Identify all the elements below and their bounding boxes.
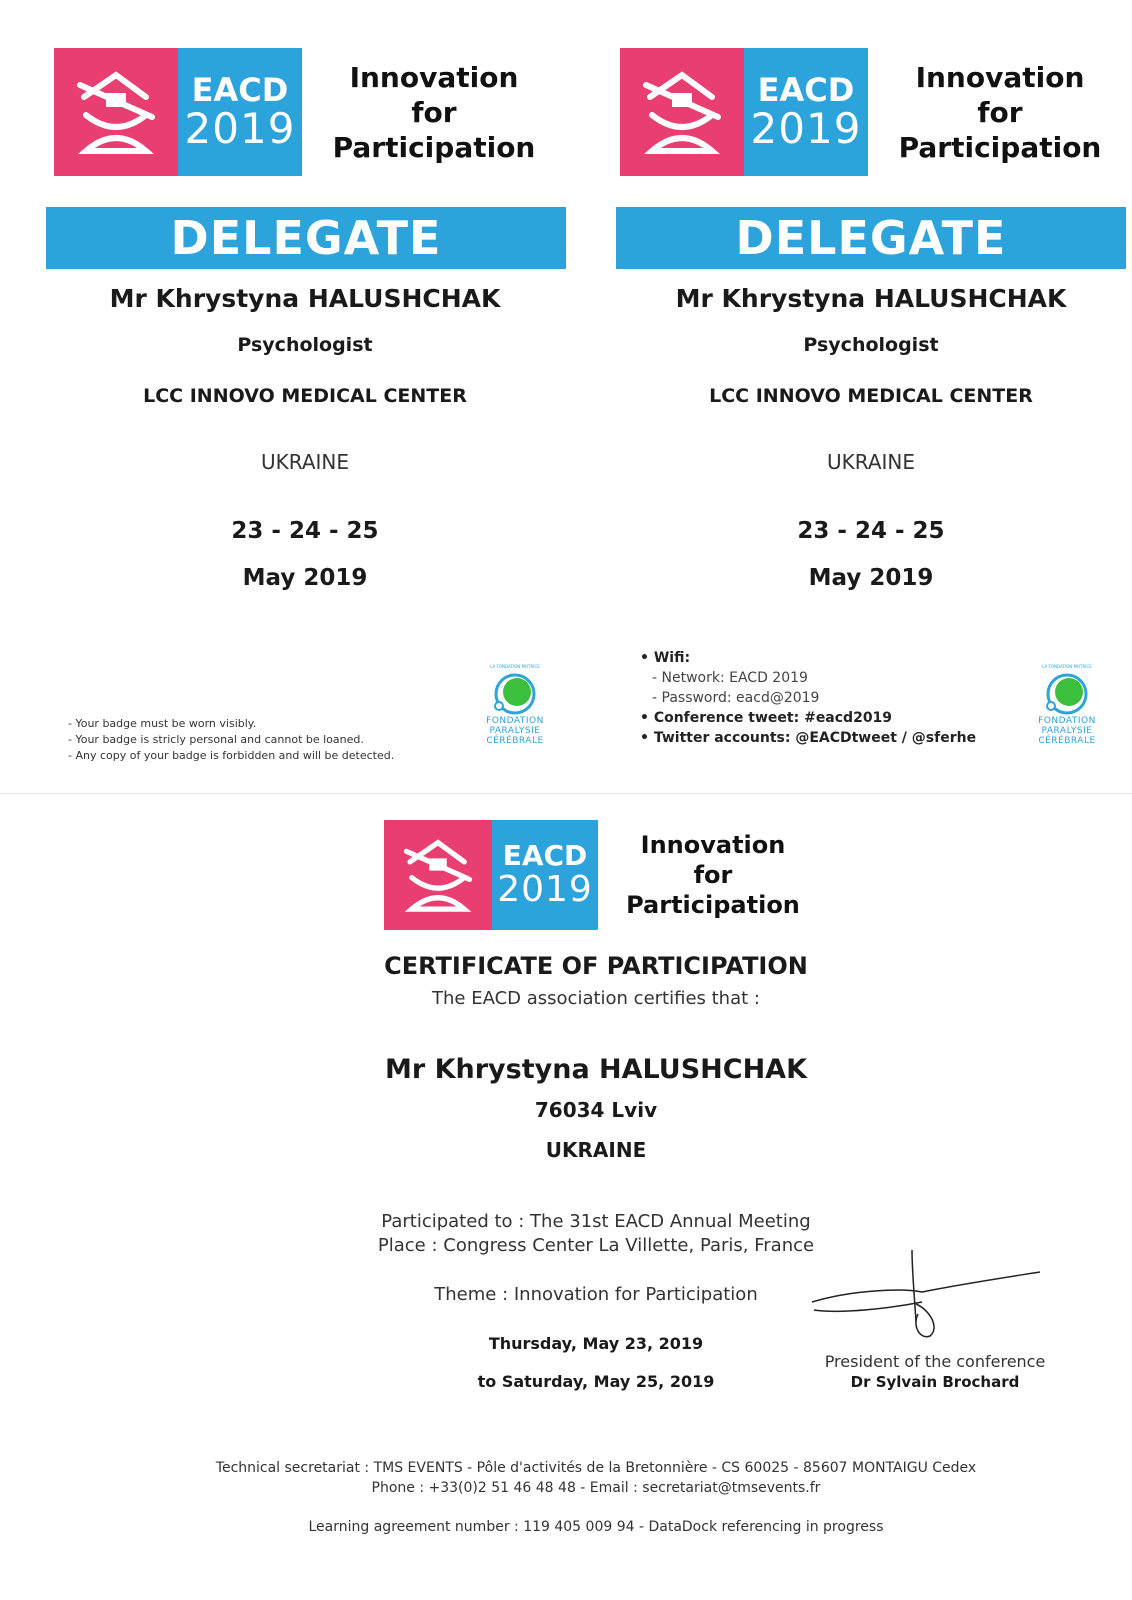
date-to: to Saturday, May 25, 2019 bbox=[477, 1372, 715, 1391]
footer-contact: Phone : +33(0)2 51 46 48 48 - Email : secretariat@tmsevents.fr bbox=[371, 1480, 821, 1496]
logo-slogan bbox=[314, 60, 554, 165]
delegate-name: Mr Khrystyna HALUSHCHAK bbox=[675, 284, 1067, 313]
logo-slogan bbox=[608, 830, 818, 920]
president-signature bbox=[812, 1250, 1052, 1340]
logo-acronym: EACD bbox=[757, 71, 855, 109]
badge-rule: - Any copy of your badge is forbidden and will be detected. bbox=[68, 749, 395, 762]
cut-line bbox=[0, 793, 1132, 794]
president-name: Dr Sylvain Brochard bbox=[850, 1373, 1020, 1391]
certificate-title: CERTIFICATE OF PARTICIPATION bbox=[384, 952, 808, 980]
event-theme: Theme : Innovation for Participation bbox=[434, 1284, 758, 1305]
slogan-line-1: Innovation bbox=[915, 60, 1085, 94]
footer-learning-agreement: Learning agreement number : 119 405 009 94 - DataDock referencing in progress bbox=[308, 1519, 884, 1535]
president-role: President of the conference bbox=[824, 1352, 1046, 1371]
wifi-password: - Password: eacd@2019 bbox=[652, 690, 820, 706]
eacd-emblem-icon bbox=[620, 48, 744, 176]
delegate-job: Psychologist bbox=[237, 334, 373, 356]
slogan-line-2: for Participation bbox=[332, 95, 536, 164]
slogan-line-2: for Participation bbox=[898, 95, 1102, 164]
slogan-line-2: for Participation bbox=[626, 861, 800, 919]
logo-year: 2019 bbox=[497, 869, 593, 910]
foundation-tagline: LA FONDATION MOTRICE bbox=[1042, 664, 1092, 669]
foundation-line-3: CÉRÉBRALE bbox=[1038, 736, 1096, 746]
foundation-circle-icon bbox=[1041, 672, 1093, 716]
conference-tweet: • Conference tweet: #eacd2019 bbox=[640, 710, 893, 726]
president-block bbox=[790, 1352, 1080, 1391]
participant-name: Mr Khrystyna HALUSHCHAK bbox=[385, 1054, 807, 1085]
delegate-organization: LCC INNOVO MEDICAL CENTER bbox=[143, 385, 467, 407]
delegate-country: UKRAINE bbox=[260, 450, 350, 474]
wifi-network: - Network: EACD 2019 bbox=[652, 670, 808, 686]
badge-rule: - Your badge is stricly personal and cannot be loaned. bbox=[68, 733, 364, 746]
foundation-line-3: CÉRÉBRALE bbox=[486, 736, 544, 746]
slogan-line-1: Innovation bbox=[640, 831, 786, 859]
participant-city: 76034 Lviv bbox=[534, 1098, 658, 1122]
badge-rule: - Your badge must be worn visibly. bbox=[68, 717, 257, 730]
delegate-banner: DELEGATE bbox=[616, 207, 1126, 269]
delegate-banner: DELEGATE bbox=[46, 207, 566, 269]
eacd-logo bbox=[54, 48, 554, 176]
eacd-emblem-icon bbox=[54, 48, 178, 176]
delegate-country: UKRAINE bbox=[826, 450, 916, 474]
badge-rules bbox=[68, 716, 394, 764]
eacd-logo bbox=[384, 820, 818, 930]
foundation-line-2: PARALYSIE bbox=[1041, 726, 1093, 736]
foundation-logo bbox=[484, 664, 546, 746]
foundation-line-1: FONDATION bbox=[1038, 716, 1096, 726]
delegate-badge-left bbox=[0, 0, 566, 800]
logo-year: 2019 bbox=[184, 104, 296, 153]
date-from: Thursday, May 23, 2019 bbox=[488, 1334, 704, 1353]
certificate-intro: The EACD association certifies that : bbox=[432, 988, 760, 1009]
event-days: 23 - 24 - 25 bbox=[797, 518, 945, 544]
eacd-logo bbox=[620, 48, 1120, 176]
foundation-tagline: LA FONDATION MOTRICE bbox=[490, 664, 540, 669]
participant-country: UKRAINE bbox=[545, 1138, 647, 1162]
footer-secretariat: Technical secretariat : TMS EVENTS - Pôle d'activités de la Bretonnière - CS 60025 - 85607 MONTAIGU Cedex bbox=[215, 1460, 977, 1476]
delegate-job: Psychologist bbox=[803, 334, 939, 356]
eacd-emblem-icon bbox=[384, 820, 492, 930]
logo-slogan bbox=[880, 60, 1120, 165]
eacd-year-block bbox=[492, 820, 598, 930]
twitter-accounts: • Twitter accounts: @EACDtweet / @sferhe bbox=[640, 730, 977, 746]
foundation-circle-icon bbox=[489, 672, 541, 716]
slogan-line-1: Innovation bbox=[349, 60, 519, 94]
event-month: May 2019 bbox=[242, 565, 368, 591]
event-month: May 2019 bbox=[808, 565, 934, 591]
event-days: 23 - 24 - 25 bbox=[231, 518, 379, 544]
foundation-line-2: PARALYSIE bbox=[489, 726, 541, 736]
logo-acronym: EACD bbox=[191, 71, 289, 109]
delegate-name: Mr Khrystyna HALUSHCHAK bbox=[109, 284, 501, 313]
participated-to: Participated to : The 31st EACD Annual Meeting bbox=[381, 1211, 811, 1232]
delegate-organization: LCC INNOVO MEDICAL CENTER bbox=[709, 385, 1033, 407]
logo-year: 2019 bbox=[750, 104, 862, 153]
logo-acronym: EACD bbox=[502, 839, 588, 872]
wifi-label: • Wifi: bbox=[640, 650, 691, 666]
event-place: Place : Congress Center La Villette, Paris, France bbox=[377, 1235, 815, 1256]
eacd-year-block bbox=[744, 48, 868, 176]
eacd-year-block bbox=[178, 48, 302, 176]
foundation-line-1: FONDATION bbox=[486, 716, 544, 726]
conference-info bbox=[640, 648, 976, 748]
foundation-logo bbox=[1036, 664, 1098, 746]
